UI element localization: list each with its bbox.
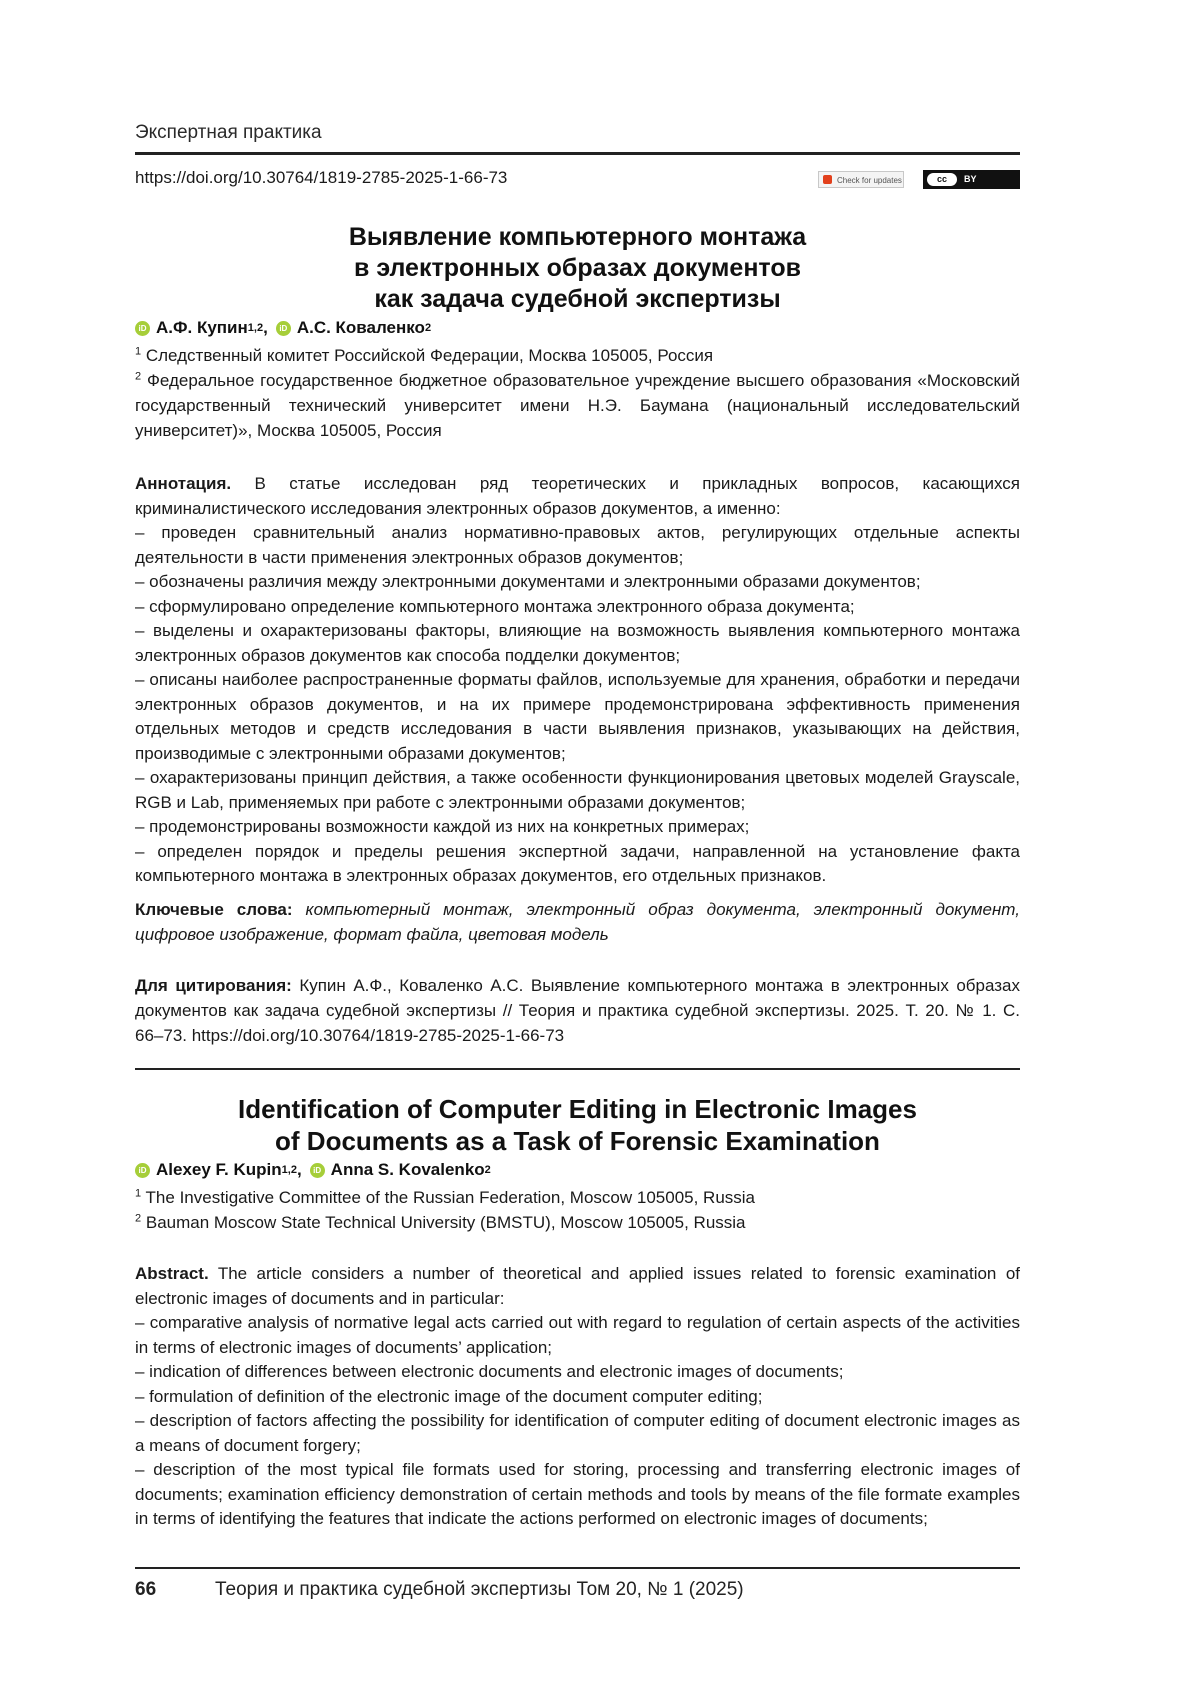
keywords-ru xyxy=(135,897,1020,947)
check-for-updates-badge[interactable] xyxy=(818,171,904,188)
orcid-icon[interactable]: iD xyxy=(276,321,291,336)
author-name: Alexey F. Kupin xyxy=(156,1160,282,1179)
abstract-ru-item: – продемонстрированы возможности каждой из них на конкретных примерах; xyxy=(135,817,750,836)
abstract-ru-intro xyxy=(135,472,1020,521)
check-for-updates-label: Check for updates xyxy=(837,176,902,185)
affiliation-ru-1 xyxy=(135,343,1020,368)
affiliation-en-2 xyxy=(135,1210,1020,1235)
abstract-ru-intro-text: В статье исследован ряд теоретических и прикладных вопросов, касающихся криминалистического исследования электронных образов документов, а именно: xyxy=(135,474,1020,518)
abstract-ru xyxy=(135,472,1020,889)
page-number: 66 xyxy=(135,1579,157,1600)
abstract-en-intro xyxy=(135,1262,1020,1311)
page-footer xyxy=(135,1579,744,1601)
cc-by-label: BY xyxy=(964,174,977,184)
abstract-ru-label: Аннотация. xyxy=(135,474,232,493)
journal-name: Теория и практика судебной экспертизы Том 20, № 1 (2025) xyxy=(215,1579,744,1600)
citation-text: Купин А.Ф., Коваленко А.С. Выявление компьютерного монтажа в электронных образах документов как задача судебной экспертизы // Теория и практика судебной экспертизы. 2025. Т. 20. № 1. С. 66–73. https://doi.org/10.30764/1819-2785-2025-1-66-73 xyxy=(135,976,1020,1045)
abstract-ru-item: – описаны наиболее распространенные форматы файлов, используемые для хранения, обработки и передачи электронных образов документов, и на их примере продемонстрирована эффективность применения отдельных методов и средств исследования в части выявления признаков, указывающих на действия, производимые с электронными образами документов; xyxy=(135,670,1020,763)
citation-ru xyxy=(135,973,1020,1048)
title-en-line: of Documents as a Task of Forensic Examination xyxy=(275,1126,880,1156)
title-ru-line: в электронных образах документов xyxy=(354,254,801,282)
keywords-text: компьютерный монтаж, электронный образ документа, электронный документ, цифровое изображение, формат файла, цветовая модель xyxy=(135,900,1020,944)
abstract-ru-item: – обозначены различия между электронными документами и электронными образами документов; xyxy=(135,572,921,591)
abstract-ru-item: – проведен сравнительный анализ нормативно-правовых актов, регулирующих отдельные аспекты деятельности в части применения электронных образов документов; xyxy=(135,523,1020,567)
authors-ru: iD А.Ф. Купин 1,2 , iD А.С. Коваленко 2 xyxy=(135,318,431,338)
crossmark-icon xyxy=(823,175,832,184)
article-title-ru xyxy=(135,222,1020,315)
abstract-en-item: – indication of differences between electronic documents and electronic images of documents; xyxy=(135,1362,844,1381)
article-title-en xyxy=(135,1093,1020,1157)
title-ru-line: Выявление компьютерного монтажа xyxy=(348,223,807,251)
header-rule xyxy=(135,152,1020,155)
author-name: А.Ф. Купин xyxy=(156,318,248,337)
affiliation-en-1 xyxy=(135,1185,1020,1210)
orcid-icon[interactable]: iD xyxy=(135,321,150,336)
citation-label: Для цитирования: xyxy=(135,976,292,995)
affiliation-ru-2 xyxy=(135,368,1020,443)
affiliation-text: Следственный комитет Российской Федерации, Москва 105005, Россия xyxy=(145,346,714,365)
affiliation-text: Федеральное государственное бюджетное образовательное учреждение высшего образования «Московский государственный технический университет имени Н.Э. Баумана (национальный исследовательский университет)», Москва 105005, Россия xyxy=(135,371,1020,440)
affiliation-sup: 2 xyxy=(135,1212,142,1225)
abstract-en-item: – formulation of definition of the electronic image of the document computer editing; xyxy=(135,1386,763,1406)
doi-link[interactable]: https://doi.org/10.30764/1819-2785-2025-1-66-73 xyxy=(135,168,508,187)
affiliation-sup: 2 xyxy=(135,370,142,383)
author-name: Anna S. Kovalenko xyxy=(330,1160,485,1179)
title-ru-line: как задача судебной экспертизы xyxy=(374,285,781,313)
abstract-ru-item: – сформулировано определение компьютерного монтажа электронного образа документа; xyxy=(135,596,855,616)
keywords-label: Ключевые слова: xyxy=(135,900,293,919)
affiliation-sup: 1 xyxy=(135,345,142,358)
abstract-en xyxy=(135,1262,1020,1532)
abstract-en-item: – description of factors affecting the possibility for identification of computer editing of document electronic images as a means of document forgery; xyxy=(135,1411,1020,1455)
title-en-line: Identification of Computer Editing in Electronic Images xyxy=(238,1094,917,1124)
authors-en: iD Alexey F. Kupin 1,2 , iD Anna S. Kovalenko 2 xyxy=(135,1160,491,1180)
orcid-icon[interactable]: iD xyxy=(135,1163,150,1178)
abstract-en-label: Abstract. xyxy=(135,1264,209,1283)
affiliation-text: Bauman Moscow State Technical University (BMSTU), Moscow 105005, Russia xyxy=(145,1213,746,1232)
cc-icon: cc xyxy=(927,173,957,186)
abstract-ru-item: – охарактеризованы принцип действия, а также особенности функционирования цветовых моделей Grayscale, RGB и Lab, применяемых при работе с электронными образами документов; xyxy=(135,768,1020,812)
author-name: А.С. Коваленко xyxy=(296,318,425,337)
author-separator: , xyxy=(296,1160,302,1179)
footer-rule xyxy=(135,1567,1020,1569)
cc-by-license-badge[interactable] xyxy=(923,170,1020,189)
author-separator: , xyxy=(263,318,268,337)
orcid-icon[interactable]: iD xyxy=(310,1163,325,1178)
affiliation-text: The Investigative Committee of the Russian Federation, Moscow 105005, Russia xyxy=(145,1188,756,1207)
affiliation-sup: 1 xyxy=(135,1187,142,1200)
section-divider xyxy=(135,1068,1020,1070)
abstract-en-item: – comparative analysis of normative legal acts carried out with regard to regulation of certain aspects of the activities in terms of electronic images of documents’ application; xyxy=(135,1313,1020,1357)
abstract-en-intro-text: The article considers a number of theoretical and applied issues related to forensic examination of electronic images of documents and in particular: xyxy=(135,1264,1020,1308)
abstract-en-item: – description of the most typical file formats used for storing, processing and transferring electronic images of documents; examination efficiency demonstration of certain methods and tools by means of the file formate examples in terms of identifying the features that indicate the actions performed on electronic images of documents; xyxy=(135,1460,1020,1528)
section-title: Экспертная практика xyxy=(135,122,322,143)
abstract-ru-item: – определен порядок и пределы решения экспертной задачи, направленной на установление факта компьютерного монтажа в электронных образах документов, его отдельных признаков. xyxy=(135,841,1020,885)
abstract-ru-item: – выделены и охарактеризованы факторы, влияющие на возможность выявления компьютерного монтажа электронных образов документов как способа подделки документов; xyxy=(135,621,1020,665)
